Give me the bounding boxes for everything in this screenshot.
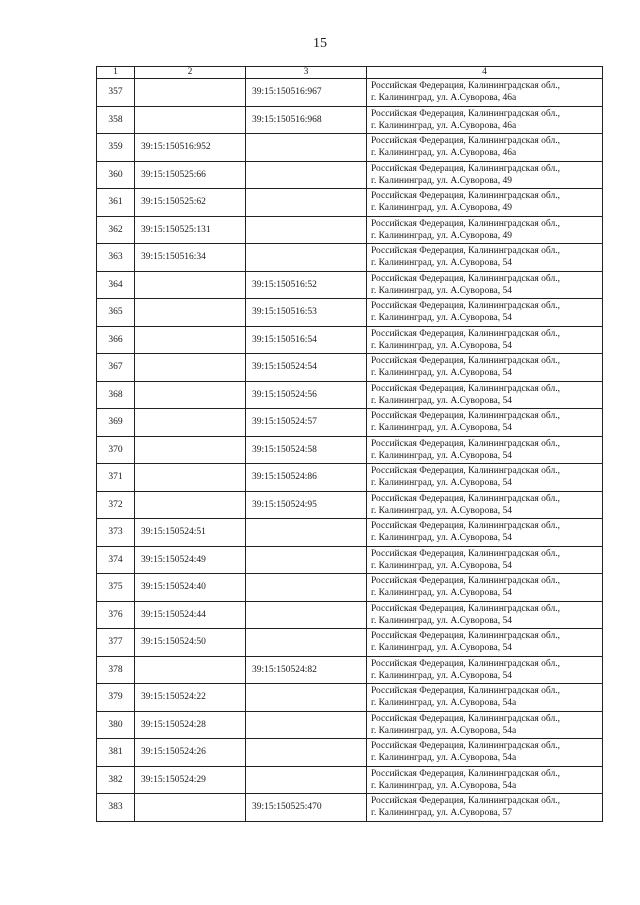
table-row bbox=[97, 189, 603, 217]
cadastral-number-cell-col3 bbox=[246, 519, 367, 547]
cadastral-number-cell-col2 bbox=[135, 79, 246, 107]
table-row bbox=[97, 629, 603, 657]
address-line-region: Российская Федерация, Калининградская обл., bbox=[371, 328, 560, 339]
row-number-cell: 368 bbox=[97, 381, 135, 409]
row-number-cell: 382 bbox=[97, 766, 135, 794]
address-line-region: Российская Федерация, Калининградская обл., bbox=[371, 576, 560, 587]
row-number-cell: 377 bbox=[97, 629, 135, 657]
row-number-cell: 364 bbox=[97, 271, 135, 299]
cadastral-number-cell-col2 bbox=[135, 354, 246, 382]
address-cell bbox=[367, 79, 603, 107]
address-line-region: Российская Федерация, Калининградская обл., bbox=[371, 383, 560, 394]
row-number-cell: 366 bbox=[97, 326, 135, 354]
table-row bbox=[97, 134, 603, 162]
address-line-street: г. Калининград, ул. А.Суворова, 46а bbox=[371, 120, 517, 131]
address-line-region: Российская Федерация, Калининградская обл., bbox=[371, 356, 560, 367]
address-line-street: г. Калининград, ул. А.Суворова, 57 bbox=[371, 808, 513, 819]
cadastral-number-cell-col3 bbox=[246, 546, 367, 574]
table-row bbox=[97, 271, 603, 299]
address-line-street: г. Калининград, ул. А.Суворова, 49 bbox=[371, 230, 513, 241]
address-line-street: г. Калининград, ул. А.Суворова, 54 bbox=[371, 670, 513, 681]
cadastral-number-cell-col2 bbox=[135, 794, 246, 822]
cadastral-number-cell-col3: 39:15:150525:470 bbox=[246, 794, 367, 822]
row-number-cell: 381 bbox=[97, 739, 135, 767]
address-line-street: г. Калининград, ул. А.Суворова, 54 bbox=[371, 423, 513, 434]
address-line-street: г. Калининград, ул. А.Суворова, 54а bbox=[371, 698, 517, 709]
table-row bbox=[97, 216, 603, 244]
cadastral-number-cell-col2: 39:15:150524:29 bbox=[135, 766, 246, 794]
address-line-region: Российская Федерация, Калининградская обл., bbox=[371, 603, 560, 614]
cadastral-number-cell-col2 bbox=[135, 271, 246, 299]
column-header-3: 3 bbox=[246, 67, 367, 79]
cadastral-number-cell-col3: 39:15:150516:967 bbox=[246, 79, 367, 107]
table-row bbox=[97, 381, 603, 409]
address-cell bbox=[367, 794, 603, 822]
table-row bbox=[97, 601, 603, 629]
address-cell bbox=[367, 106, 603, 134]
cadastral-number-cell-col3 bbox=[246, 601, 367, 629]
cadastral-number-cell-col2: 39:15:150525:66 bbox=[135, 161, 246, 189]
address-cell bbox=[367, 271, 603, 299]
cadastral-number-cell-col3: 39:15:150524:58 bbox=[246, 436, 367, 464]
column-header-1: 1 bbox=[97, 67, 135, 79]
address-line-region: Российская Федерация, Калининградская обл., bbox=[371, 191, 560, 202]
address-line-street: г. Калининград, ул. А.Суворова, 54а bbox=[371, 753, 517, 764]
table-row bbox=[97, 326, 603, 354]
cadastral-number-cell-col2: 39:15:150524:40 bbox=[135, 574, 246, 602]
address-line-region: Российская Федерация, Калининградская обл., bbox=[371, 438, 560, 449]
address-line-region: Российская Федерация, Калининградская обл., bbox=[371, 796, 560, 807]
address-cell bbox=[367, 629, 603, 657]
cadastral-number-cell-col3 bbox=[246, 766, 367, 794]
address-line-street: г. Калининград, ул. А.Суворова, 46а bbox=[371, 93, 517, 104]
address-cell bbox=[367, 134, 603, 162]
address-line-street: г. Калининград, ул. А.Суворова, 54 bbox=[371, 450, 513, 461]
cadastral-number-cell-col3 bbox=[246, 216, 367, 244]
address-cell bbox=[367, 739, 603, 767]
cadastral-number-cell-col2 bbox=[135, 436, 246, 464]
address-line-street: г. Калининград, ул. А.Суворова, 54 bbox=[371, 313, 513, 324]
cadastral-number-cell-col2: 39:15:150524:22 bbox=[135, 684, 246, 712]
property-registry-table bbox=[96, 66, 603, 822]
table-row bbox=[97, 79, 603, 107]
table-row bbox=[97, 299, 603, 327]
address-cell bbox=[367, 299, 603, 327]
cadastral-number-cell-col2 bbox=[135, 326, 246, 354]
address-line-street: г. Калининград, ул. А.Суворова, 54а bbox=[371, 725, 517, 736]
row-number-cell: 370 bbox=[97, 436, 135, 464]
table-header-row bbox=[97, 67, 603, 79]
row-number-cell: 372 bbox=[97, 491, 135, 519]
table-row bbox=[97, 684, 603, 712]
cadastral-number-cell-col3: 39:15:150516:52 bbox=[246, 271, 367, 299]
row-number-cell: 367 bbox=[97, 354, 135, 382]
address-cell bbox=[367, 574, 603, 602]
table-row bbox=[97, 574, 603, 602]
cadastral-number-cell-col2: 39:15:150516:952 bbox=[135, 134, 246, 162]
address-cell bbox=[367, 189, 603, 217]
address-line-region: Российская Федерация, Калининградская обл., bbox=[371, 466, 560, 477]
address-line-street: г. Калининград, ул. А.Суворова, 49 bbox=[371, 175, 513, 186]
address-line-street: г. Калининград, ул. А.Суворова, 54 bbox=[371, 560, 513, 571]
address-line-region: Российская Федерация, Калининградская обл., bbox=[371, 631, 560, 642]
address-line-street: г. Калининград, ул. А.Суворова, 54 bbox=[371, 588, 513, 599]
table-row bbox=[97, 436, 603, 464]
table-row bbox=[97, 491, 603, 519]
row-number-cell: 358 bbox=[97, 106, 135, 134]
cadastral-number-cell-col2 bbox=[135, 464, 246, 492]
row-number-cell: 363 bbox=[97, 244, 135, 272]
cadastral-number-cell-col3 bbox=[246, 711, 367, 739]
row-number-cell: 361 bbox=[97, 189, 135, 217]
address-line-region: Российская Федерация, Калининградская обл., bbox=[371, 548, 560, 559]
address-cell bbox=[367, 546, 603, 574]
column-header-4: 4 bbox=[367, 67, 603, 79]
cadastral-number-cell-col2: 39:15:150524:50 bbox=[135, 629, 246, 657]
table-row bbox=[97, 739, 603, 767]
address-cell bbox=[367, 381, 603, 409]
table-row bbox=[97, 161, 603, 189]
table-row bbox=[97, 711, 603, 739]
cadastral-number-cell-col2 bbox=[135, 299, 246, 327]
cadastral-number-cell-col2 bbox=[135, 381, 246, 409]
row-number-cell: 357 bbox=[97, 79, 135, 107]
address-cell bbox=[367, 601, 603, 629]
table-row bbox=[97, 354, 603, 382]
cadastral-number-cell-col3: 39:15:150524:54 bbox=[246, 354, 367, 382]
cadastral-number-cell-col2 bbox=[135, 491, 246, 519]
address-line-street: г. Калининград, ул. А.Суворова, 54 bbox=[371, 615, 513, 626]
address-cell bbox=[367, 354, 603, 382]
cadastral-number-cell-col3: 39:15:150524:95 bbox=[246, 491, 367, 519]
address-line-region: Российская Федерация, Калининградская обл., bbox=[371, 521, 560, 532]
address-line-street: г. Калининград, ул. А.Суворова, 54 bbox=[371, 533, 513, 544]
cadastral-number-cell-col2 bbox=[135, 106, 246, 134]
table-row bbox=[97, 409, 603, 437]
row-number-cell: 371 bbox=[97, 464, 135, 492]
row-number-cell: 378 bbox=[97, 656, 135, 684]
cadastral-number-cell-col3: 39:15:150516:54 bbox=[246, 326, 367, 354]
address-line-street: г. Калининград, ул. А.Суворова, 49 bbox=[371, 203, 513, 214]
table-row bbox=[97, 546, 603, 574]
address-line-region: Российская Федерация, Калининградская обл., bbox=[371, 108, 560, 119]
table-row bbox=[97, 519, 603, 547]
address-cell bbox=[367, 766, 603, 794]
cadastral-number-cell-col3: 39:15:150516:53 bbox=[246, 299, 367, 327]
cadastral-number-cell-col2: 39:15:150524:44 bbox=[135, 601, 246, 629]
address-line-street: г. Калининград, ул. А.Суворова, 54 bbox=[371, 478, 513, 489]
cadastral-number-cell-col3: 39:15:150516:968 bbox=[246, 106, 367, 134]
cadastral-number-cell-col3 bbox=[246, 161, 367, 189]
address-line-region: Российская Федерация, Калининградская обл., bbox=[371, 713, 560, 724]
cadastral-number-cell-col3: 39:15:150524:56 bbox=[246, 381, 367, 409]
address-line-region: Российская Федерация, Калининградская обл., bbox=[371, 301, 560, 312]
row-number-cell: 375 bbox=[97, 574, 135, 602]
row-number-cell: 376 bbox=[97, 601, 135, 629]
cadastral-number-cell-col3: 39:15:150524:86 bbox=[246, 464, 367, 492]
address-line-region: Российская Федерация, Калининградская обл., bbox=[371, 136, 560, 147]
table-row bbox=[97, 106, 603, 134]
address-line-region: Российская Федерация, Калининградская обл., bbox=[371, 246, 560, 257]
address-cell bbox=[367, 436, 603, 464]
cadastral-number-cell-col2: 39:15:150525:131 bbox=[135, 216, 246, 244]
address-line-region: Российская Федерация, Калининградская обл., bbox=[371, 163, 560, 174]
address-line-region: Российская Федерация, Калининградская обл., bbox=[371, 741, 560, 752]
address-line-street: г. Калининград, ул. А.Суворова, 54 bbox=[371, 505, 513, 516]
row-number-cell: 359 bbox=[97, 134, 135, 162]
cadastral-number-cell-col3 bbox=[246, 574, 367, 602]
address-cell bbox=[367, 464, 603, 492]
row-number-cell: 380 bbox=[97, 711, 135, 739]
address-line-street: г. Калининград, ул. А.Суворова, 54 bbox=[371, 395, 513, 406]
cadastral-number-cell-col3 bbox=[246, 189, 367, 217]
address-line-street: г. Калининград, ул. А.Суворова, 54 bbox=[371, 258, 513, 269]
row-number-cell: 360 bbox=[97, 161, 135, 189]
row-number-cell: 365 bbox=[97, 299, 135, 327]
address-cell bbox=[367, 326, 603, 354]
address-line-region: Российская Федерация, Калининградская обл., bbox=[371, 273, 560, 284]
address-cell bbox=[367, 711, 603, 739]
cadastral-number-cell-col2 bbox=[135, 409, 246, 437]
address-line-street: г. Калининград, ул. А.Суворова, 54 bbox=[371, 340, 513, 351]
cadastral-number-cell-col3: 39:15:150524:57 bbox=[246, 409, 367, 437]
cadastral-number-cell-col2: 39:15:150525:62 bbox=[135, 189, 246, 217]
address-line-region: Российская Федерация, Калининградская обл., bbox=[371, 81, 560, 92]
cadastral-number-cell-col3 bbox=[246, 134, 367, 162]
address-line-region: Российская Федерация, Калининградская обл., bbox=[371, 658, 560, 669]
cadastral-number-cell-col3 bbox=[246, 739, 367, 767]
address-cell bbox=[367, 491, 603, 519]
cadastral-number-cell-col2: 39:15:150524:49 bbox=[135, 546, 246, 574]
column-header-2: 2 bbox=[135, 67, 246, 79]
address-line-street: г. Калининград, ул. А.Суворова, 54 bbox=[371, 285, 513, 296]
address-cell bbox=[367, 161, 603, 189]
address-line-region: Российская Федерация, Калининградская обл., bbox=[371, 218, 560, 229]
address-line-street: г. Калининград, ул. А.Суворова, 54 bbox=[371, 368, 513, 379]
address-line-region: Российская Федерация, Калининградская обл., bbox=[371, 686, 560, 697]
table-row bbox=[97, 794, 603, 822]
cadastral-number-cell-col3 bbox=[246, 629, 367, 657]
address-cell bbox=[367, 216, 603, 244]
page-number: 15 bbox=[313, 36, 327, 51]
row-number-cell: 383 bbox=[97, 794, 135, 822]
address-cell bbox=[367, 656, 603, 684]
cadastral-number-cell-col2: 39:15:150524:26 bbox=[135, 739, 246, 767]
row-number-cell: 374 bbox=[97, 546, 135, 574]
address-cell bbox=[367, 519, 603, 547]
cadastral-number-cell-col3 bbox=[246, 244, 367, 272]
address-cell bbox=[367, 244, 603, 272]
address-cell bbox=[367, 409, 603, 437]
cadastral-number-cell-col2 bbox=[135, 656, 246, 684]
cadastral-number-cell-col2: 39:15:150524:28 bbox=[135, 711, 246, 739]
address-line-street: г. Калининград, ул. А.Суворова, 46а bbox=[371, 148, 517, 159]
table-row bbox=[97, 244, 603, 272]
table-row bbox=[97, 656, 603, 684]
table-row bbox=[97, 766, 603, 794]
address-line-region: Российская Федерация, Калининградская обл., bbox=[371, 768, 560, 779]
address-line-region: Российская Федерация, Калининградская обл., bbox=[371, 411, 560, 422]
address-line-region: Российская Федерация, Калининградская обл., bbox=[371, 493, 560, 504]
address-line-street: г. Калининград, ул. А.Суворова, 54а bbox=[371, 780, 517, 791]
cadastral-number-cell-col2: 39:15:150524:51 bbox=[135, 519, 246, 547]
cadastral-number-cell-col3: 39:15:150524:82 bbox=[246, 656, 367, 684]
cadastral-number-cell-col3 bbox=[246, 684, 367, 712]
cadastral-number-cell-col2: 39:15:150516:34 bbox=[135, 244, 246, 272]
row-number-cell: 369 bbox=[97, 409, 135, 437]
row-number-cell: 362 bbox=[97, 216, 135, 244]
row-number-cell: 373 bbox=[97, 519, 135, 547]
address-line-street: г. Калининград, ул. А.Суворова, 54 bbox=[371, 643, 513, 654]
address-cell bbox=[367, 684, 603, 712]
table-row bbox=[97, 464, 603, 492]
row-number-cell: 379 bbox=[97, 684, 135, 712]
